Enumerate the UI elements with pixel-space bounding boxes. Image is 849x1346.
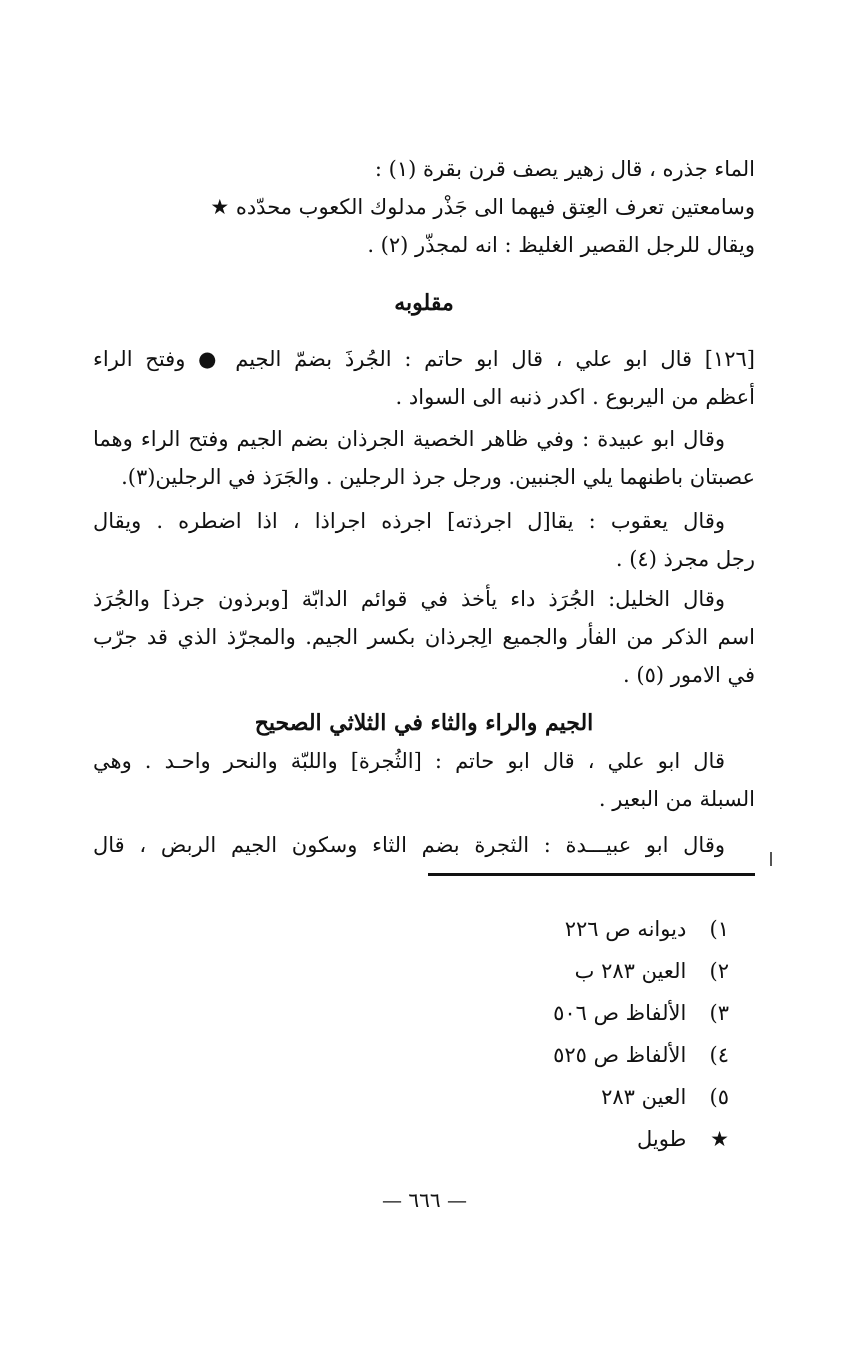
footnote-number: ٢) — [709, 959, 729, 983]
paragraph — [93, 580, 755, 694]
page-number: — ٦٦٦ — — [382, 1188, 467, 1212]
footnote-number: ١) — [709, 917, 729, 941]
text-line: في الامور (٥) . — [623, 663, 755, 687]
footnote-text: الألفاظ ص ٥٢٥ — [553, 1043, 687, 1067]
text-line: عصبتان باطنهما يلي الجنبين. ورجل جرذ الرجلين . والجَرَذ في الرجلين(٣). — [121, 465, 755, 489]
footnote-number: ٤) — [709, 1043, 729, 1067]
footnote-item — [553, 1118, 729, 1160]
text-line: وقال ابو عبيدة : وفي ظاهر الخصية الجرذان بضم الجيم وفتح الراء وهما — [93, 427, 725, 451]
text-line: وقال ابو عبيـــدة : الثجرة بضم الثاء وسكون الجيم الربض ، قال — [93, 833, 725, 857]
body-text — [93, 150, 755, 264]
footnote-text: العين ٢٨٣ ب — [574, 959, 687, 983]
poetry-line: وسامعتين تعرف العِتق فيهما الى جَذْر مدلوك الكعوب محدّده ★ — [210, 195, 755, 219]
paragraph — [93, 742, 755, 818]
footnote-item — [553, 992, 729, 1034]
paragraph — [93, 826, 755, 864]
text-line: رجل مجرذ (٤) . — [615, 547, 755, 571]
section-heading: مقلوبه — [394, 290, 454, 316]
text-line: [١٢٦] قال ابو علي ، قال ابو حاتم : الجُرذَ بضمّ الجيم ● وفتح الراء — [93, 347, 755, 371]
text-line: قال ابو علي ، قال ابو حاتم : [الثُجرة] واللبّة والنحر واحـد . وهي — [93, 749, 725, 773]
footnotes — [553, 908, 729, 1160]
footnote-number: ٣) — [709, 1001, 729, 1025]
footnote-item — [553, 950, 729, 992]
paragraph — [93, 502, 755, 578]
text-line: وقال يعقوب : يقا[ل اجرذته] اجرذه اجراذا ، اذا اضطره . ويقال — [93, 509, 725, 533]
footnote-text: العين ٢٨٣ — [601, 1085, 687, 1109]
footnote-number: ٥) — [709, 1085, 729, 1109]
text-line: اسم الذكر من الفأر والجميع الِجرذان بكسر الجيم. والمجرّذ الذي قد جرّب — [93, 625, 755, 649]
text-line: أعظم من اليربوع . اكدر ذنبه الى السواد . — [395, 385, 755, 409]
star-icon: ★ — [710, 1127, 729, 1151]
text-line: الماء جذره ، قال زهير يصف قرن بقرة (١) : — [374, 157, 755, 181]
footnote-text: ديوانه ص ٢٢٦ — [564, 917, 687, 941]
paragraph — [93, 420, 755, 496]
footnote-divider — [428, 873, 755, 876]
footnote-item — [553, 1034, 729, 1076]
text-line: السبلة من البعير . — [598, 787, 755, 811]
footnote-item — [553, 1076, 729, 1118]
text-line: وقال الخليل: الجُرَذ داء يأخذ في قوائم الدابّة [وبرذون جرذ] والجُرَذ — [93, 587, 725, 611]
section-heading: الجيم والراء والثاء في الثلاثي الصحيح — [254, 710, 594, 736]
footnote-item — [553, 908, 729, 950]
text-line: ويقال للرجل القصير الغليظ : انه لمجذّر (٢) . — [367, 233, 755, 257]
paragraph — [93, 340, 755, 416]
margin-mark — [770, 852, 772, 866]
footnote-text: الألفاظ ص ٥٠٦ — [553, 1001, 687, 1025]
footnote-text: طويل — [637, 1127, 687, 1151]
